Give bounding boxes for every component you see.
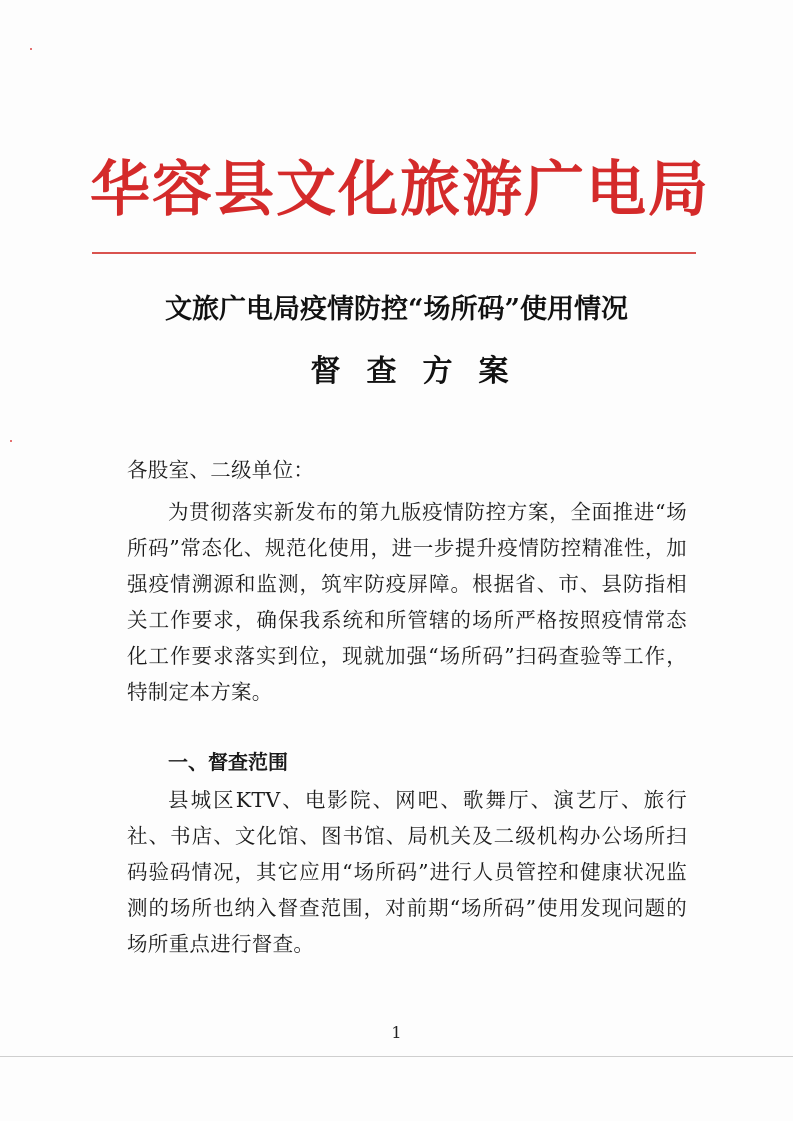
scan-speck <box>10 440 12 442</box>
intro-paragraph: 为贯彻落实新发布的第九版疫情防控方案，全面推进“场所码”常态化、规范化使用，进一步提升疫情防控精准性，加强疫情溯源和监测，筑牢防疫屏障。根据省、市、县防指相关工作要求，确保我系统和所管辖的场所严格按照疫情常态化工作要求落实到位，现就加强“场所码”扫码查验等工作，特制定本方案。 <box>127 500 687 704</box>
section-heading-scope: 一、督查范围 <box>168 750 288 774</box>
page-number: 1 <box>391 1023 402 1042</box>
scan-edge-line <box>0 1056 793 1057</box>
red-separator-line <box>92 252 696 254</box>
scan-speck <box>30 48 32 50</box>
document-title: 文旅广电局疫情防控“场所码”使用情况 <box>164 294 629 325</box>
scope-paragraph: 县城区KTV、电影院、网吧、歌舞厅、演艺厅、旅行社、书店、文化馆、图书馆、局机关及二级机构办公场所扫码验码情况，其它应用“场所码”进行人员管控和健康状况监测的场所也纳入督查范围，对前期“场所码”使用发现问题的场所重点进行督查。 <box>127 788 687 956</box>
salutation: 各股室、二级单位： <box>127 458 315 482</box>
issuer-masthead: 华容县文化旅游广电局 <box>90 155 710 225</box>
document-subtitle: 督查方案 <box>310 354 535 389</box>
